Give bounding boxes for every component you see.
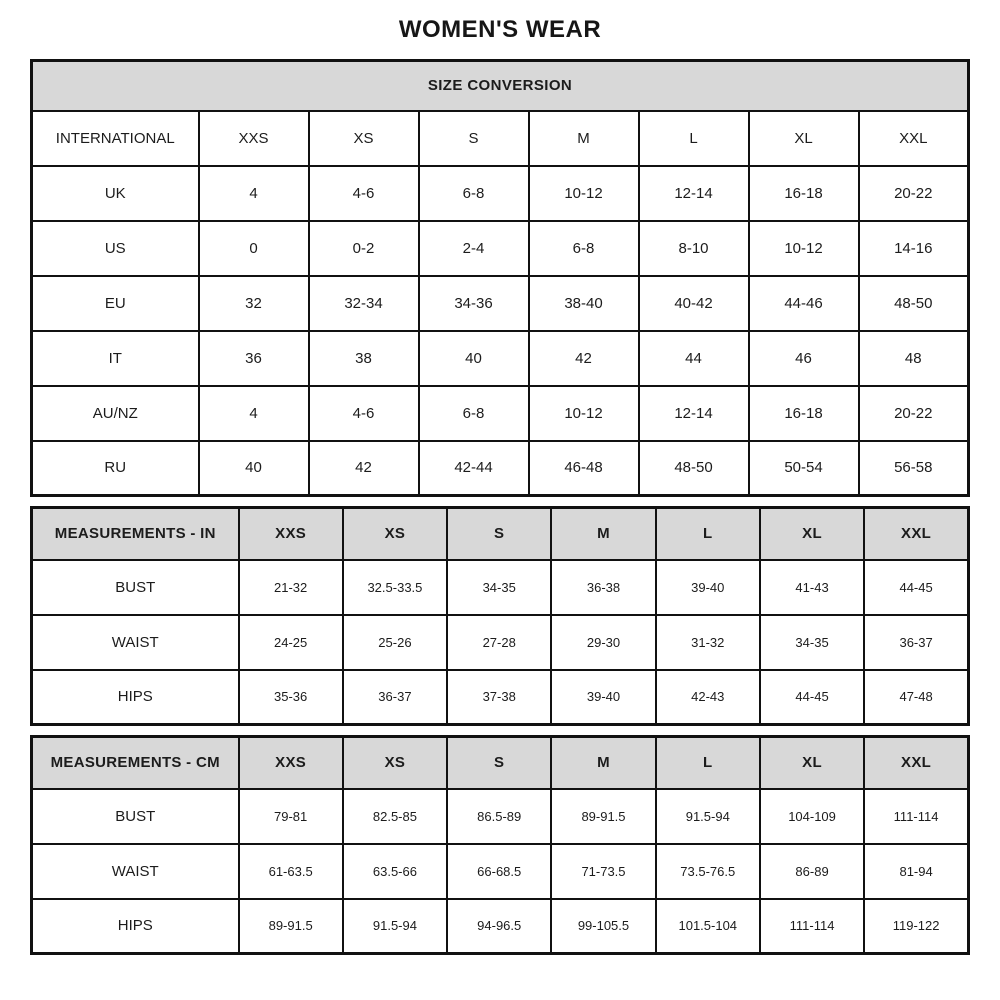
row-label: RU — [32, 441, 199, 496]
row-label: UK — [32, 166, 199, 221]
size-cell: S — [419, 111, 529, 166]
row-label: EU — [32, 276, 199, 331]
size-cell: XS — [309, 111, 419, 166]
size-cell: 10-12 — [749, 221, 859, 276]
row-label: WAIST — [32, 615, 239, 670]
size-cell: XXS — [199, 111, 309, 166]
table-banner-row — [32, 61, 969, 111]
measure-cell: 104-109 — [760, 789, 864, 844]
column-header: S — [447, 737, 551, 789]
size-cell: 32-34 — [309, 276, 419, 331]
size-cell: 16-18 — [749, 386, 859, 441]
size-cell: 50-54 — [749, 441, 859, 496]
table-header-row — [32, 508, 969, 560]
column-header: S — [447, 508, 551, 560]
size-cell: 48 — [859, 331, 969, 386]
size-cell: 48-50 — [859, 276, 969, 331]
size-cell: 48-50 — [639, 441, 749, 496]
size-cell: 38-40 — [529, 276, 639, 331]
table-row — [32, 276, 969, 331]
measure-cell: 44-45 — [864, 560, 968, 615]
measure-cell: 29-30 — [551, 615, 655, 670]
column-header: XL — [760, 737, 864, 789]
measure-cell: 101.5-104 — [656, 899, 760, 954]
size-cell: 12-14 — [639, 386, 749, 441]
measure-cell: 47-48 — [864, 670, 968, 725]
table-row — [32, 789, 969, 844]
size-cell: 2-4 — [419, 221, 529, 276]
table-row — [32, 331, 969, 386]
measure-cell: 36-37 — [343, 670, 447, 725]
row-label: IT — [32, 331, 199, 386]
size-conversion-header: SIZE CONVERSION — [32, 61, 969, 111]
table-header-row — [32, 737, 969, 789]
measure-cell: 91.5-94 — [656, 789, 760, 844]
size-cell: 44 — [639, 331, 749, 386]
measure-cell: 39-40 — [551, 670, 655, 725]
size-cell: 46-48 — [529, 441, 639, 496]
measure-cell: 35-36 — [239, 670, 343, 725]
size-cell: 40 — [199, 441, 309, 496]
measure-cell: 82.5-85 — [343, 789, 447, 844]
row-label: INTERNATIONAL — [32, 111, 199, 166]
measure-cell: 34-35 — [447, 560, 551, 615]
measure-cell: 31-32 — [656, 615, 760, 670]
column-header: XS — [343, 508, 447, 560]
size-cell: 42 — [309, 441, 419, 496]
size-cell: 20-22 — [859, 386, 969, 441]
size-cell: 20-22 — [859, 166, 969, 221]
row-label: HIPS — [32, 670, 239, 725]
measurements-in-table — [30, 506, 970, 726]
column-header: M — [551, 737, 655, 789]
measurements-cm-header: MEASUREMENTS - CM — [32, 737, 239, 789]
size-cell: 46 — [749, 331, 859, 386]
size-cell: 10-12 — [529, 166, 639, 221]
measure-cell: 24-25 — [239, 615, 343, 670]
size-cell: 0 — [199, 221, 309, 276]
size-cell: XXL — [859, 111, 969, 166]
size-cell: 34-36 — [419, 276, 529, 331]
measure-cell: 39-40 — [656, 560, 760, 615]
size-cell: 0-2 — [309, 221, 419, 276]
measure-cell: 63.5-66 — [343, 844, 447, 899]
size-cell: 38 — [309, 331, 419, 386]
table-row — [32, 844, 969, 899]
size-cell: XL — [749, 111, 859, 166]
column-header: XXS — [239, 737, 343, 789]
row-label: BUST — [32, 789, 239, 844]
table-row — [32, 441, 969, 496]
column-header: XXS — [239, 508, 343, 560]
size-cell: 14-16 — [859, 221, 969, 276]
column-header: XL — [760, 508, 864, 560]
measurements-in-header: MEASUREMENTS - IN — [32, 508, 239, 560]
size-cell: 32 — [199, 276, 309, 331]
size-cell: 42-44 — [419, 441, 529, 496]
row-label: BUST — [32, 560, 239, 615]
measure-cell: 42-43 — [656, 670, 760, 725]
measure-cell: 21-32 — [239, 560, 343, 615]
measure-cell: 27-28 — [447, 615, 551, 670]
table-row — [32, 560, 969, 615]
measure-cell: 91.5-94 — [343, 899, 447, 954]
measure-cell: 44-45 — [760, 670, 864, 725]
size-cell: 16-18 — [749, 166, 859, 221]
measure-cell: 61-63.5 — [239, 844, 343, 899]
size-cell: L — [639, 111, 749, 166]
size-cell: 4 — [199, 386, 309, 441]
size-cell: 42 — [529, 331, 639, 386]
size-cell: 36 — [199, 331, 309, 386]
size-cell: 4 — [199, 166, 309, 221]
size-cell: 10-12 — [529, 386, 639, 441]
measure-cell: 119-122 — [864, 899, 968, 954]
measure-cell: 32.5-33.5 — [343, 560, 447, 615]
row-label: HIPS — [32, 899, 239, 954]
size-conversion-table — [30, 59, 970, 497]
size-cell: 12-14 — [639, 166, 749, 221]
row-label: AU/NZ — [32, 386, 199, 441]
measure-cell: 37-38 — [447, 670, 551, 725]
table-row — [32, 386, 969, 441]
size-cell: M — [529, 111, 639, 166]
size-cell: 40 — [419, 331, 529, 386]
measure-cell: 41-43 — [760, 560, 864, 615]
size-cell: 4-6 — [309, 386, 419, 441]
measure-cell: 36-38 — [551, 560, 655, 615]
column-header: L — [656, 737, 760, 789]
measurements-cm-table — [30, 735, 970, 955]
size-cell: 40-42 — [639, 276, 749, 331]
measure-cell: 94-96.5 — [447, 899, 551, 954]
measure-cell: 34-35 — [760, 615, 864, 670]
size-cell: 6-8 — [529, 221, 639, 276]
column-header: L — [656, 508, 760, 560]
measure-cell: 81-94 — [864, 844, 968, 899]
measure-cell: 111-114 — [864, 789, 968, 844]
size-cell: 56-58 — [859, 441, 969, 496]
size-cell: 4-6 — [309, 166, 419, 221]
measure-cell: 89-91.5 — [551, 789, 655, 844]
measure-cell: 111-114 — [760, 899, 864, 954]
measure-cell: 79-81 — [239, 789, 343, 844]
measure-cell: 86.5-89 — [447, 789, 551, 844]
table-row — [32, 221, 969, 276]
column-header: M — [551, 508, 655, 560]
measure-cell: 73.5-76.5 — [656, 844, 760, 899]
size-cell: 8-10 — [639, 221, 749, 276]
row-label: US — [32, 221, 199, 276]
measure-cell: 99-105.5 — [551, 899, 655, 954]
row-label: WAIST — [32, 844, 239, 899]
measure-cell: 89-91.5 — [239, 899, 343, 954]
column-header: XXL — [864, 737, 968, 789]
measure-cell: 86-89 — [760, 844, 864, 899]
measure-cell: 66-68.5 — [447, 844, 551, 899]
table-row — [32, 111, 969, 166]
column-header: XXL — [864, 508, 968, 560]
size-cell: 44-46 — [749, 276, 859, 331]
column-header: XS — [343, 737, 447, 789]
table-row — [32, 899, 969, 954]
measure-cell: 36-37 — [864, 615, 968, 670]
size-cell: 6-8 — [419, 166, 529, 221]
table-row — [32, 166, 969, 221]
measure-cell: 25-26 — [343, 615, 447, 670]
size-cell: 6-8 — [419, 386, 529, 441]
table-row — [32, 670, 969, 725]
table-row — [32, 615, 969, 670]
measure-cell: 71-73.5 — [551, 844, 655, 899]
page-title: WOMEN'S WEAR — [398, 16, 602, 43]
